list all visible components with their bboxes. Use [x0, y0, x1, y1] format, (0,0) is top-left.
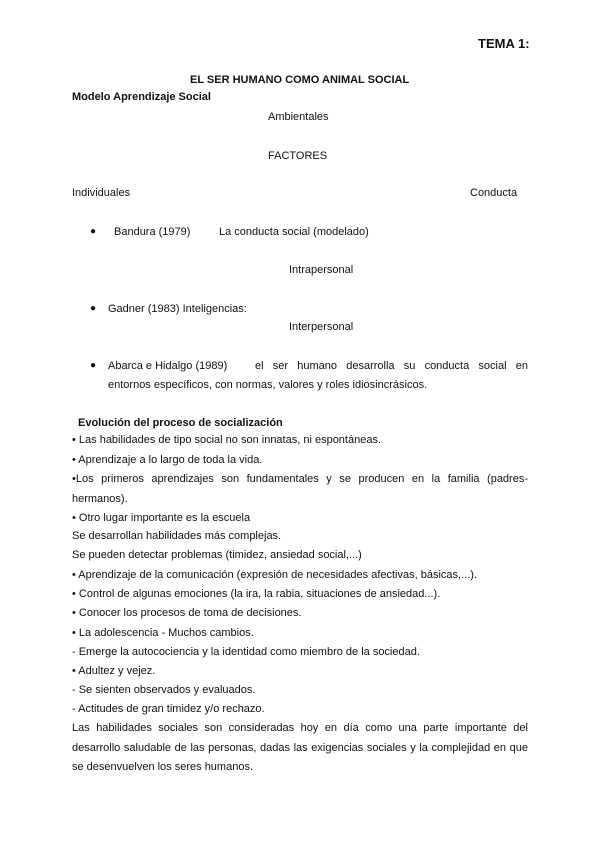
list-item: •Los primeros aprendizajes son fundamentales y se producen en la familia (padres-hermanos). — [72, 473, 528, 505]
interpersonal-label: Interpersonal — [289, 321, 354, 333]
list-item: - Actitudes de gran timidez y/o rechazo. — [72, 703, 265, 715]
section-heading: Evolución del proceso de socialización — [78, 417, 283, 429]
list-item: • Otro lugar importante es la escuela — [72, 512, 251, 524]
closing-paragraph: Las habilidades sociales son consideradas hoy en día como una parte importante del desarrollo saludable de las personas, dadas las exigencias sociales y la complejidad en que se desenvuelven los seres humanos. — [72, 722, 528, 773]
factores-label: FACTORES — [268, 150, 328, 162]
list-item: • Conocer los procesos de toma de decisiones. — [72, 607, 302, 619]
list-item: • Aprendizaje de la comunicación (expresión de necesidades afectivas, básicas,...). — [72, 569, 477, 581]
list-item: • Adultez y vejez. — [72, 665, 156, 677]
list-item: - Se sienten observados y evaluados. — [72, 684, 256, 696]
gadner-text: Gadner (1983) Inteligencias: — [108, 303, 247, 315]
abarca-text-line1: el ser humano desarrolla su conducta social en — [255, 360, 528, 372]
tema-label: TEMA 1: — [478, 36, 530, 51]
bandura-author: Bandura (1979) — [114, 226, 191, 238]
list-item: - Emerge la autocociencia y la identidad como miembro de la sociedad. — [72, 646, 420, 658]
list-item: • Control de algunas emociones (la ira, la rabia, situaciones de ansiedad...). — [72, 588, 441, 600]
factor-conducta: Conducta — [470, 187, 518, 199]
list-item: • Las habilidades de tipo social no son innatas, ni espontáneas. — [72, 434, 382, 446]
bullet-dot: ● — [90, 303, 97, 314]
abarca-text-line2: entornos específicos, con normas, valores y roles idiosincrásicos. — [108, 379, 428, 391]
factor-ambientales: Ambientales — [268, 111, 329, 123]
bandura-text: La conducta social (modelado) — [219, 226, 369, 238]
list-item: Se desarrollan habilidades más complejas. — [72, 530, 282, 542]
list-item: • Aprendizaje a lo largo de toda la vida. — [72, 454, 263, 466]
bullet-dot: ● — [90, 226, 97, 237]
bullet-dot: ● — [90, 360, 97, 371]
document-title: EL SER HUMANO COMO ANIMAL SOCIAL — [190, 74, 410, 86]
document-subtitle: Modelo Aprendizaje Social — [72, 91, 211, 103]
list-item: Se pueden detectar problemas (timidez, ansiedad social,...) — [72, 549, 362, 561]
list-item: • La adolescencia - Muchos cambios. — [72, 627, 254, 639]
intrapersonal-label: Intrapersonal — [289, 264, 354, 276]
abarca-author: Abarca e Hidalgo (1989) — [108, 360, 228, 372]
factor-individuales: Individuales — [72, 187, 131, 199]
